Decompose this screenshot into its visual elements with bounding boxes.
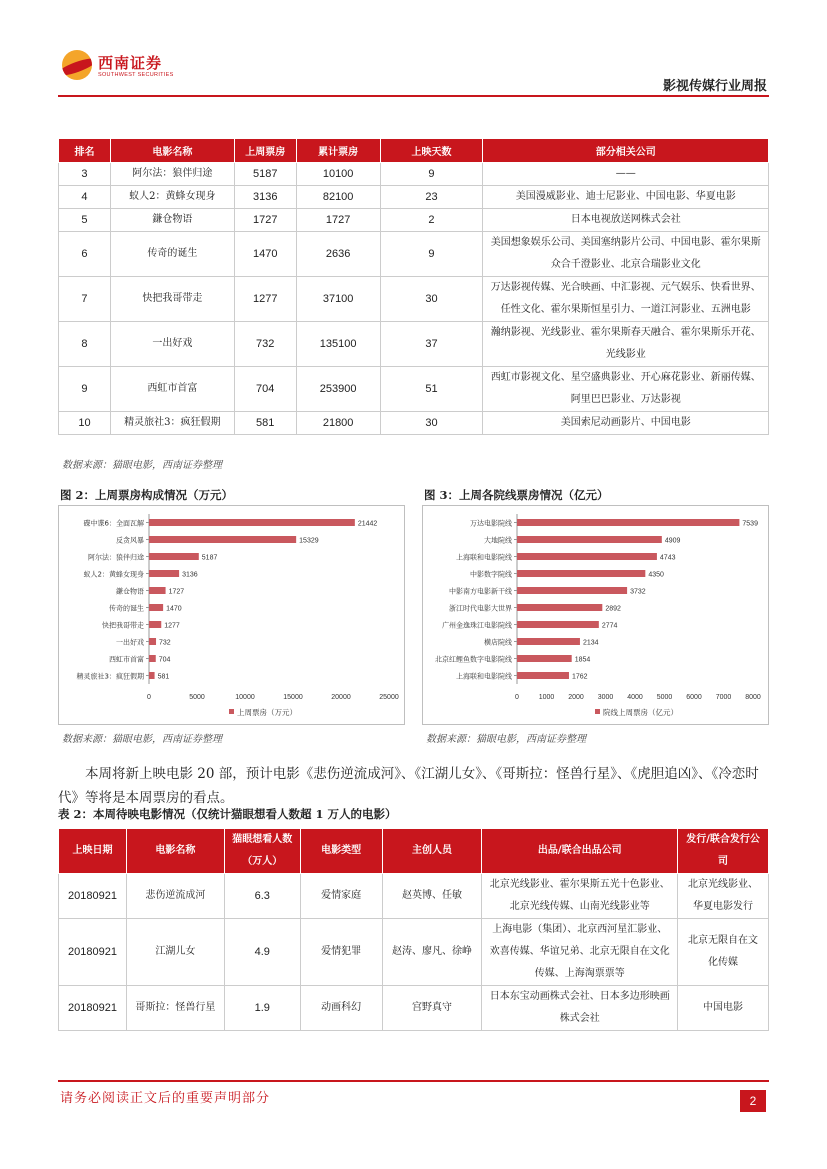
table-cell: 传奇的诞生 xyxy=(110,232,234,277)
y-tick-label: 北京红鲤鱼数字电影院线 xyxy=(435,655,512,664)
table-row xyxy=(59,232,769,277)
table-cell: 日本东宝动画株式会社、日本多边形映画株式会社 xyxy=(482,986,678,1031)
table-cell: 20180921 xyxy=(59,874,127,919)
legend-swatch xyxy=(229,709,234,714)
table-cell: 西虹市影视文化、星空盛典影业、开心麻花影业、新丽传媒、阿里巴巴影业、万达影视 xyxy=(483,367,769,412)
data-label: 2134 xyxy=(582,639,599,647)
report-title: 影视传媒行业周报 xyxy=(662,79,767,94)
bar xyxy=(517,655,572,662)
table-cell: 1727 xyxy=(234,209,296,232)
table2-title: 表 2：本周待映电影情况（仅统计猫眼想看人数超 1 万人的电影） xyxy=(58,807,397,821)
table-row xyxy=(59,367,769,412)
table-row xyxy=(59,277,769,322)
y-tick-label: 万达电影院线 xyxy=(470,519,512,528)
figure2-source: 数据来源：猫眼电影，西南证券整理 xyxy=(62,734,222,745)
y-tick-label: 大地院线 xyxy=(484,536,512,545)
brand-logo xyxy=(62,50,192,84)
y-tick-label: 碟中谍6：全面瓦解 xyxy=(83,519,144,528)
table-cell: 4 xyxy=(59,186,111,209)
column-header: 部分相关公司 xyxy=(483,139,769,163)
y-tick-label: 横店院线 xyxy=(484,638,512,647)
data-label: 1762 xyxy=(571,673,588,681)
x-tick-label: 2000 xyxy=(568,694,584,701)
table-cell: 日本电视放送网株式会社 xyxy=(483,209,769,232)
table1-source: 数据来源：猫眼电影，西南证券整理 xyxy=(62,460,222,471)
table-row xyxy=(59,919,769,986)
bar xyxy=(149,604,163,611)
data-label: 2892 xyxy=(605,605,621,613)
y-tick-label: 上海联和电影院线 xyxy=(456,672,512,681)
table-cell: 鎌仓物语 xyxy=(110,209,234,232)
table-row xyxy=(59,209,769,232)
table-cell: 135100 xyxy=(296,322,380,367)
table-cell: 一出好戏 xyxy=(110,322,234,367)
data-label: 21442 xyxy=(357,520,378,528)
bar xyxy=(517,587,627,594)
y-tick-label: 鎌仓物语 xyxy=(116,587,144,596)
table-cell: 北京光线影业、霍尔果斯五光十色影业、北京光线传媒、山南光线影业等 xyxy=(482,874,678,919)
table-cell: 253900 xyxy=(296,367,380,412)
bar xyxy=(149,655,156,662)
figure3-source: 数据来源：猫眼电影，西南证券整理 xyxy=(426,734,586,745)
table-cell: 上海电影（集团）、北京西河星汇影业、欢喜传媒、华谊兄弟、北京无限自在文化传媒、上海淘票票等 xyxy=(482,919,678,986)
bar xyxy=(517,638,580,645)
column-header: 上映天数 xyxy=(380,139,483,163)
y-tick-label: 快把我哥带走 xyxy=(102,621,144,630)
data-label: 7539 xyxy=(742,520,758,528)
upcoming-films-table xyxy=(58,828,769,1031)
y-tick-label: 精灵旅社3：疯狂假期 xyxy=(76,672,144,681)
legend-label: 上周票房（万元） xyxy=(237,708,297,717)
x-tick-label: 0 xyxy=(147,694,151,701)
x-tick-label: 7000 xyxy=(715,694,732,701)
table-cell: 6.3 xyxy=(224,874,300,919)
table-cell: 7 xyxy=(59,277,111,322)
bar xyxy=(517,604,602,611)
table-cell: 爱情家庭 xyxy=(300,874,382,919)
table-cell: 中国电影 xyxy=(678,986,769,1031)
data-label: 1727 xyxy=(168,588,185,596)
column-header: 出品/联合出品公司 xyxy=(482,829,678,874)
logo-name-cn: 西南证券 xyxy=(98,54,163,72)
figure2-chart xyxy=(58,505,405,725)
column-header: 主创人员 xyxy=(382,829,482,874)
y-tick-label: 一出好戏 xyxy=(116,638,144,647)
bar xyxy=(517,621,599,628)
table-cell: 30 xyxy=(380,277,483,322)
table-row xyxy=(59,412,769,435)
legend-label: 院线上周票房（亿元） xyxy=(603,708,678,717)
header-divider xyxy=(58,95,769,97)
y-tick-label: 反贪风暴 xyxy=(116,536,144,545)
table-cell: 10100 xyxy=(296,163,380,186)
bar xyxy=(517,672,569,679)
x-tick-label: 3000 xyxy=(597,694,614,701)
table-cell: 1277 xyxy=(234,277,296,322)
table-cell: 哥斯拉：怪兽行星 xyxy=(126,986,224,1031)
column-header: 发行/联合发行公司 xyxy=(678,829,769,874)
column-header: 上周票房 xyxy=(234,139,296,163)
bar xyxy=(517,536,662,543)
table-cell: 5187 xyxy=(234,163,296,186)
figure3-title: 图 3：上周各院线票房情况（亿元） xyxy=(424,488,609,502)
bar xyxy=(149,553,199,560)
table-cell: 江湖儿女 xyxy=(126,919,224,986)
disclaimer-notice: 请务必阅读正文后的重要声明部分 xyxy=(60,1091,271,1106)
logo-emblem-icon xyxy=(62,50,92,80)
column-header: 累计票房 xyxy=(296,139,380,163)
x-tick-label: 20000 xyxy=(331,694,351,701)
x-tick-label: 25000 xyxy=(379,694,399,701)
y-tick-label: 浙江时代电影大世界 xyxy=(449,604,512,613)
y-tick-label: 蚁人2：黄蜂女现身 xyxy=(83,570,144,579)
table-cell: 美国想象娱乐公司、美国塞纳影片公司、中国电影、霍尔果斯众合千澄影业、北京合瑞影业文化 xyxy=(483,232,769,277)
table-cell: 9 xyxy=(380,163,483,186)
table-cell: 悲伤逆流成河 xyxy=(126,874,224,919)
table-cell: 1.9 xyxy=(224,986,300,1031)
data-label: 1470 xyxy=(166,605,182,613)
data-label: 15329 xyxy=(299,537,319,545)
table-cell: 美国索尼动画影片、中国电影 xyxy=(483,412,769,435)
table-cell: 北京光线影业、华夏电影发行 xyxy=(678,874,769,919)
table-cell: 西虹市首富 xyxy=(110,367,234,412)
figure3-chart xyxy=(422,505,769,725)
y-tick-label: 广州金逸珠江电影院线 xyxy=(442,621,512,630)
footer-divider xyxy=(58,1080,769,1082)
x-tick-label: 1000 xyxy=(538,694,555,701)
x-tick-label: 10000 xyxy=(235,694,255,701)
x-tick-label: 5000 xyxy=(189,694,205,701)
table-cell: 5 xyxy=(59,209,111,232)
table-cell: 蚁人2：黄蜂女现身 xyxy=(110,186,234,209)
table-cell: 万达影视传媒、光合映画、中汇影视、元气娱乐、快看世界、任性文化、霍尔果斯恒星引力、一道江河影业、五洲电影 xyxy=(483,277,769,322)
table-cell: 3 xyxy=(59,163,111,186)
table-row xyxy=(59,322,769,367)
bar xyxy=(149,672,155,679)
table-cell: 1727 xyxy=(296,209,380,232)
data-label: 3136 xyxy=(182,571,198,579)
page-number: 2 xyxy=(740,1090,766,1112)
table-cell: 爱情犯罪 xyxy=(300,919,382,986)
table-cell: 快把我哥带走 xyxy=(110,277,234,322)
logo-name-en: SOUTHWEST SECURITIES xyxy=(98,72,174,78)
x-tick-label: 8000 xyxy=(745,694,761,701)
table-cell: 51 xyxy=(380,367,483,412)
bar xyxy=(149,638,156,645)
table-cell: 82100 xyxy=(296,186,380,209)
table-cell: 20180921 xyxy=(59,919,127,986)
table-cell: 581 xyxy=(234,412,296,435)
table-cell: 9 xyxy=(59,367,111,412)
y-tick-label: 西虹市首富 xyxy=(109,655,144,664)
table-cell: 2 xyxy=(380,209,483,232)
data-label: 1854 xyxy=(574,656,591,664)
table-cell: 精灵旅社3：疯狂假期 xyxy=(110,412,234,435)
table-cell: 30 xyxy=(380,412,483,435)
x-tick-label: 15000 xyxy=(283,694,303,701)
figure2-title: 图 2：上周票房构成情况（万元） xyxy=(60,488,234,502)
data-label: 3732 xyxy=(630,588,646,596)
table-cell: 21800 xyxy=(296,412,380,435)
table-cell: 宫野真守 xyxy=(382,986,482,1031)
x-tick-label: 6000 xyxy=(686,694,702,701)
column-header: 电影名称 xyxy=(126,829,224,874)
bar xyxy=(149,536,296,543)
bar xyxy=(149,621,161,628)
y-tick-label: 传奇的诞生 xyxy=(109,604,144,613)
x-tick-label: 5000 xyxy=(656,694,673,701)
table-cell: 阿尔法：狼伴归途 xyxy=(110,163,234,186)
legend-swatch xyxy=(595,709,600,714)
table-cell: 瀚纳影视、光线影业、霍尔果斯春天融合、霍尔果斯乐开花、光线影业 xyxy=(483,322,769,367)
y-tick-label: 阿尔法：狼伴归途 xyxy=(88,553,144,562)
box-office-table xyxy=(58,138,769,435)
bar xyxy=(517,570,645,577)
table-cell: 3136 xyxy=(234,186,296,209)
table-row xyxy=(59,163,769,186)
table-header-row xyxy=(59,139,769,163)
table-cell: 动画科幻 xyxy=(300,986,382,1031)
table-cell: 赵涛、廖凡、徐峥 xyxy=(382,919,482,986)
table-cell: 37 xyxy=(380,322,483,367)
table-row xyxy=(59,186,769,209)
column-header: 电影类型 xyxy=(300,829,382,874)
y-tick-label: 中影南方电影新干线 xyxy=(449,587,512,596)
column-header: 排名 xyxy=(59,139,111,163)
table-cell: 美国漫威影业、迪士尼影业、中国电影、华夏电影 xyxy=(483,186,769,209)
data-label: 732 xyxy=(159,639,171,647)
table-cell: 10 xyxy=(59,412,111,435)
bar xyxy=(517,553,657,560)
y-tick-label: 中影数字院线 xyxy=(470,570,512,579)
table-cell: 23 xyxy=(380,186,483,209)
table-cell: 4.9 xyxy=(224,919,300,986)
table-header-row xyxy=(59,829,769,874)
data-label: 5187 xyxy=(201,554,218,562)
table-cell: 8 xyxy=(59,322,111,367)
table-cell: 20180921 xyxy=(59,986,127,1031)
x-tick-label: 4000 xyxy=(627,694,643,701)
bar xyxy=(149,519,355,526)
data-label: 2774 xyxy=(601,622,618,630)
table-cell: —— xyxy=(483,163,769,186)
table-row xyxy=(59,874,769,919)
column-header: 电影名称 xyxy=(110,139,234,163)
table-cell: 北京无限自在文化传媒 xyxy=(678,919,769,986)
table-cell: 9 xyxy=(380,232,483,277)
data-label: 704 xyxy=(158,656,171,664)
x-tick-label: 0 xyxy=(515,694,519,701)
table-cell: 704 xyxy=(234,367,296,412)
column-header: 猫眼想看人数（万人） xyxy=(224,829,300,874)
bar xyxy=(517,519,739,526)
y-tick-label: 上海联和电影院线 xyxy=(456,553,512,562)
data-label: 4909 xyxy=(664,537,681,545)
body-paragraph: 本周将新上映电影 20 部，预计电影《悲伤逆流成河》、《江湖儿女》、《哥斯拉：怪兽行星》、《虎胆追凶》、《冷恋时代》等将是本周票房的看点。 xyxy=(58,766,759,806)
table-cell: 732 xyxy=(234,322,296,367)
table-cell: 2636 xyxy=(296,232,380,277)
table-row xyxy=(59,986,769,1031)
table-cell: 1470 xyxy=(234,232,296,277)
bar xyxy=(149,587,166,594)
table-cell: 赵英博、任敏 xyxy=(382,874,482,919)
data-label: 1277 xyxy=(164,622,180,630)
column-header: 上映日期 xyxy=(59,829,127,874)
bar xyxy=(149,570,179,577)
data-label: 4743 xyxy=(659,554,676,562)
table-cell: 6 xyxy=(59,232,111,277)
data-label: 581 xyxy=(157,673,170,681)
table-cell: 37100 xyxy=(296,277,380,322)
data-label: 4350 xyxy=(648,571,664,579)
